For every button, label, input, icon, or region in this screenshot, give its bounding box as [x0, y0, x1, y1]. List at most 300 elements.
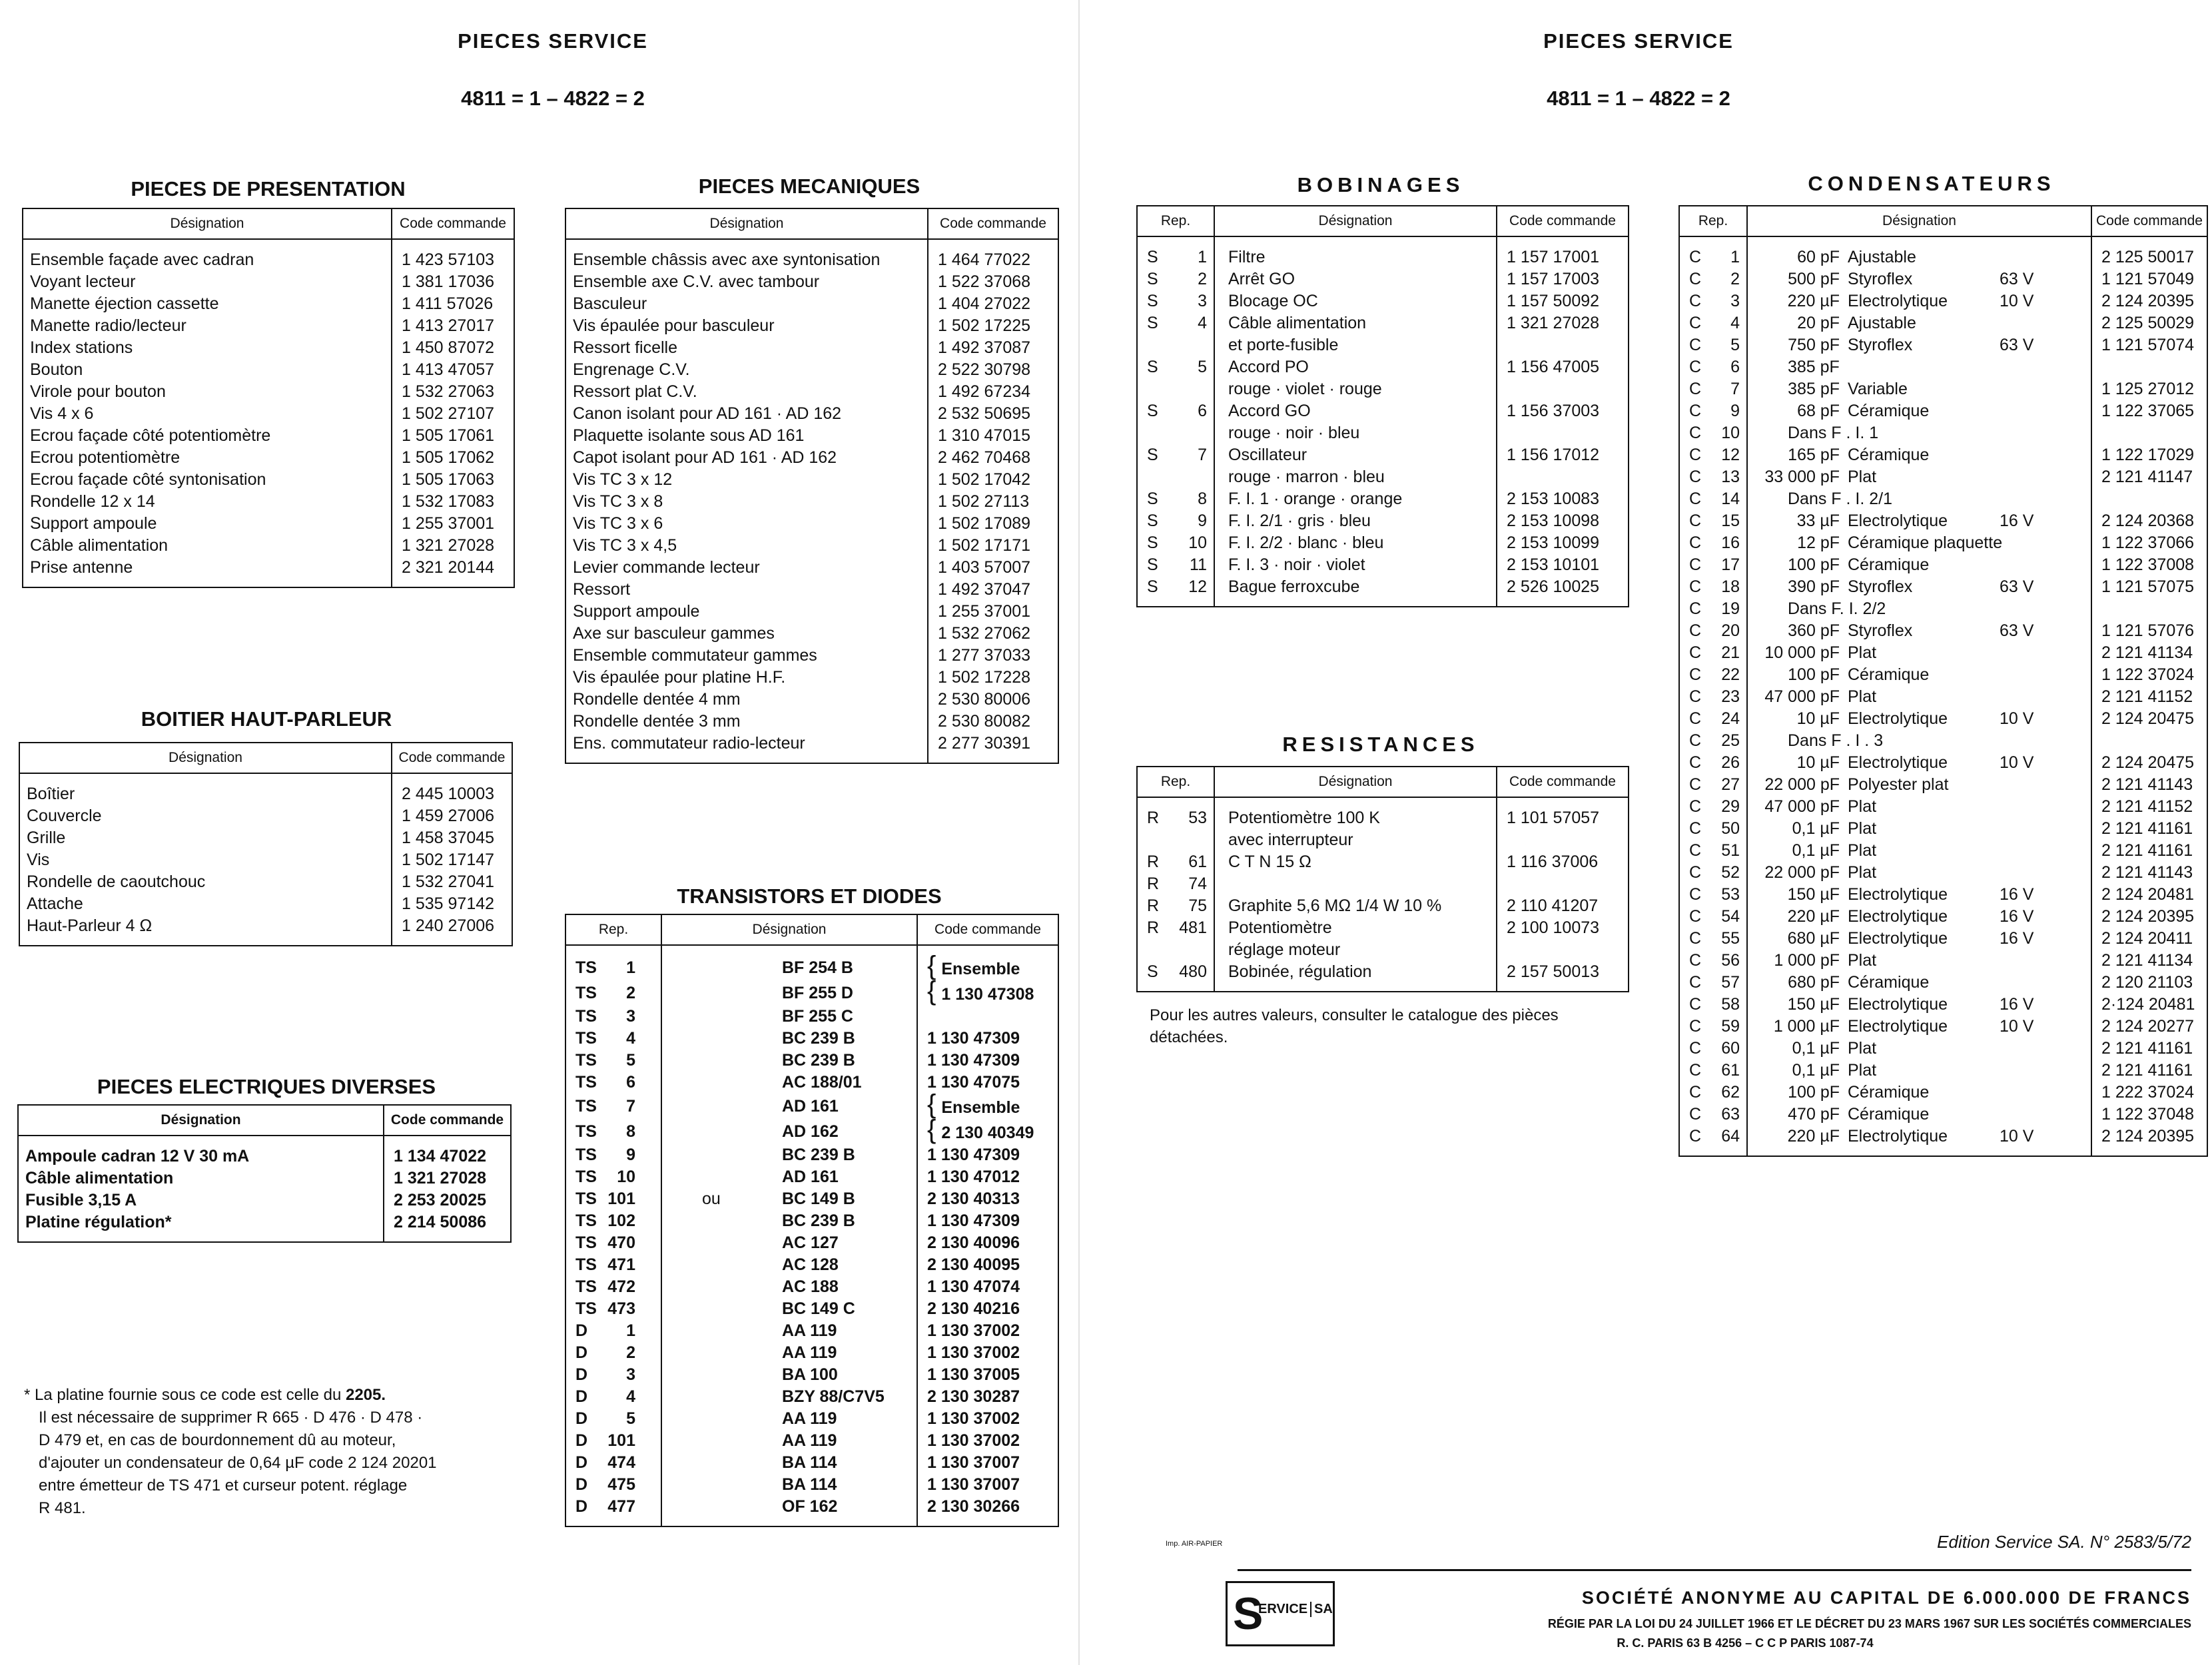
- resistances-designation: [1214, 961, 1497, 992]
- presentation-designation: Ensemble façade avec cadran: [23, 239, 392, 271]
- condensateurs-designation: [1747, 356, 2091, 378]
- presentation-designation: Câble alimentation: [23, 535, 392, 557]
- footnote-line2: Il est nécessaire de supprimer R 665 · D 476 · D 478 ·: [39, 1409, 423, 1427]
- transistors-designation-text: AC 188/01: [782, 1073, 862, 1092]
- condensateurs-type: Electrolytique: [1848, 511, 1948, 530]
- condensateurs-rep: [1679, 664, 1747, 686]
- condensateurs-rep-letter: C: [1689, 687, 1702, 706]
- condensateurs-designation: [1747, 928, 2091, 950]
- mecaniques-designation: Vis épaulée pour basculeur: [565, 315, 928, 337]
- condensateurs-value: 385 pF: [1788, 358, 1840, 376]
- resistances-rep-letter: R: [1147, 918, 1160, 937]
- condensateurs-type: Variable: [1848, 380, 1908, 398]
- condensateurs-value: 47 000 pF: [1764, 797, 1840, 816]
- transistors-code: 1 130 47309: [917, 1210, 1058, 1232]
- condensateurs-rep-letter: C: [1689, 1061, 1702, 1080]
- condensateurs-row: [1679, 554, 2207, 576]
- bobinages-row: [1137, 356, 1629, 378]
- condensateurs-rep-number: 2: [1730, 270, 1740, 288]
- transistors-rep: [565, 1496, 661, 1526]
- condensateurs-code: 1 121 57049: [2091, 268, 2207, 290]
- condensateurs-code: 2 121 41161: [2091, 1060, 2207, 1082]
- condensateurs-voltage: 10 V: [2000, 1127, 2034, 1146]
- resistances-rep-letter: R: [1147, 852, 1160, 871]
- condensateurs-rep-letter: C: [1689, 314, 1702, 332]
- bobinages-code: 2 153 10099: [1497, 532, 1629, 554]
- transistors-code: [917, 976, 1058, 1006]
- condensateurs-code: 2 124 20395: [2091, 906, 2207, 928]
- transistors-rep-letter: D: [575, 1343, 588, 1362]
- transistors-designation: [661, 1386, 917, 1408]
- bobinages-code: [1497, 466, 1629, 488]
- condensateurs-voltage: 10 V: [2000, 292, 2034, 310]
- condensateurs-rep-letter: C: [1689, 248, 1702, 266]
- electriques-col-code: Code commande: [384, 1105, 511, 1136]
- mecaniques-row: [565, 469, 1058, 491]
- condensateurs-designation: [1747, 620, 2091, 642]
- boitier-title: BOITIER HAUT-PARLEUR: [141, 707, 392, 731]
- transistors-rep-letter: TS: [575, 1096, 597, 1116]
- mecaniques-designation: Ressort: [565, 579, 928, 601]
- condensateurs-rep: [1679, 422, 1747, 444]
- condensateurs-designation: [1747, 598, 2091, 620]
- boitier-row: [19, 915, 512, 946]
- mecaniques-row: [565, 271, 1058, 293]
- resistances-designation-text: avec interrupteur: [1228, 831, 1353, 849]
- transistors-rep-number: 1: [626, 1321, 635, 1340]
- condensateurs-code: 2 121 41134: [2091, 950, 2207, 972]
- transistors-code-text: 1 130 47308: [941, 985, 1034, 1004]
- condensateurs-designation: [1747, 972, 2091, 994]
- mecaniques-row: [565, 491, 1058, 513]
- footnote-line4: d'ajouter un condensateur de 0,64 µF code 2 124 20201: [39, 1454, 437, 1472]
- condensateurs-type: Céramique: [1848, 1083, 1930, 1102]
- mecaniques-code: 1 502 17228: [928, 667, 1058, 689]
- condensateurs-rep: [1679, 268, 1747, 290]
- condensateurs-designation: [1747, 400, 2091, 422]
- condensateurs-row: [1679, 532, 2207, 554]
- mecaniques-code: 1 522 37068: [928, 271, 1058, 293]
- presentation-code: 1 423 57103: [392, 239, 514, 271]
- resistances-rep: [1137, 939, 1214, 961]
- mecaniques-code: 1 502 27113: [928, 491, 1058, 513]
- bobinages-col-rep: Rep.: [1137, 206, 1214, 236]
- bobinages-rep-letter: S: [1147, 511, 1158, 530]
- transistors-designation-text: OF 162: [782, 1497, 838, 1516]
- condensateurs-rep-letter: C: [1689, 1017, 1702, 1036]
- condensateurs-rep: [1679, 1038, 1747, 1060]
- company-line2: RÉGIE PAR LA LOI DU 24 JUILLET 1966 ET LE DÉCRET DU 23 MARS 1967 SUR LES SOCIÉTÉS COMMERCIALES: [1547, 1617, 2191, 1630]
- resistances-code: [1497, 939, 1629, 961]
- resistances-rep-number: 480: [1179, 962, 1207, 981]
- boitier-code: 1 535 97142: [392, 893, 512, 915]
- condensateurs-value: Dans F . I . 3: [1788, 731, 1884, 750]
- mecaniques-designation: Support ampoule: [565, 601, 928, 623]
- transistors-rep-letter: TS: [575, 1255, 597, 1274]
- condensateurs-designation: [1747, 950, 2091, 972]
- bobinages-designation-text: F. I. 2/2 · blanc · bleu: [1228, 533, 1384, 552]
- resistances-rep-letter: R: [1147, 896, 1160, 915]
- mecaniques-row: [565, 557, 1058, 579]
- condensateurs-value: 680 µF: [1787, 929, 1840, 948]
- transistors-row: [565, 1166, 1058, 1188]
- footnote: [24, 1384, 504, 1520]
- mecaniques-row: [565, 601, 1058, 623]
- transistors-rep-number: 5: [626, 1409, 635, 1428]
- mecaniques-row: [565, 315, 1058, 337]
- electriques-table: [17, 1104, 512, 1243]
- left-page: [0, 0, 1079, 1665]
- condensateurs-code: 2 121 41143: [2091, 774, 2207, 796]
- bobinages-row: [1137, 312, 1629, 334]
- condensateurs-value: 680 pF: [1788, 973, 1840, 992]
- transistors-rep: [565, 945, 661, 980]
- bobinages-designation-text: Oscillateur: [1228, 446, 1307, 464]
- condensateurs-type: Styroflex: [1848, 336, 1913, 354]
- resistances-code: 2 157 50013: [1497, 961, 1629, 992]
- transistors-designation: [661, 1210, 917, 1232]
- condensateurs-rep-number: 56: [1721, 951, 1740, 970]
- condensateurs-type: Plat: [1848, 819, 1877, 838]
- condensateurs-type: Styroflex: [1848, 270, 1913, 288]
- bobinages-designation-text: Arrêt GO: [1228, 270, 1295, 288]
- mecaniques-designation: Vis TC 3 x 6: [565, 513, 928, 535]
- bobinages-rep-number: 9: [1198, 511, 1207, 530]
- bobinages-rep-letter: S: [1147, 533, 1158, 552]
- condensateurs-rep-number: 50: [1721, 819, 1740, 838]
- condensateurs-row: [1679, 774, 2207, 796]
- presentation-row: [23, 447, 514, 469]
- mecaniques-code: 1 502 17171: [928, 535, 1058, 557]
- condensateurs-type: Céramique: [1848, 1105, 1930, 1124]
- condensateurs-voltage: 16 V: [2000, 885, 2034, 904]
- condensateurs-voltage: 10 V: [2000, 1017, 2034, 1036]
- mecaniques-designation: Axe sur basculeur gammes: [565, 623, 928, 645]
- bobinages-rep-number: 1: [1198, 248, 1207, 266]
- mecaniques-row: [565, 733, 1058, 763]
- condensateurs-rep-letter: C: [1689, 511, 1702, 530]
- bobinages-designation-text: et porte-fusible: [1228, 336, 1339, 354]
- resistances-row: [1137, 797, 1629, 829]
- electriques-designation: Platine régulation*: [18, 1211, 384, 1242]
- transistors-rep: [565, 1364, 661, 1386]
- transistors-row: [565, 980, 1058, 1006]
- resistances-designation-text: Graphite 5,6 MΩ 1/4 W 10 %: [1228, 896, 1442, 915]
- transistors-designation-text: BC 149 C: [782, 1299, 855, 1318]
- presentation-row: [23, 381, 514, 403]
- condensateurs-value: 10 µF: [1796, 709, 1840, 728]
- bobinages-row: [1137, 422, 1629, 444]
- transistors-rep: [565, 1188, 661, 1210]
- condensateurs-rep-number: 57: [1721, 973, 1740, 992]
- presentation-code: 1 381 17036: [392, 271, 514, 293]
- resistances-designation: [1214, 873, 1497, 895]
- presentation-row: [23, 293, 514, 315]
- condensateurs-rep-letter: C: [1689, 907, 1702, 926]
- bobinages-designation-text: Bague ferroxcube: [1228, 577, 1360, 596]
- condensateurs-row: [1679, 400, 2207, 422]
- transistors-rep-letter: D: [575, 1409, 588, 1428]
- transistors-row: [565, 1188, 1058, 1210]
- condensateurs-type: Plat: [1848, 687, 1877, 706]
- transistors-designation-text: AA 119: [782, 1321, 837, 1340]
- presentation-designation: Prise antenne: [23, 557, 392, 587]
- transistors-code: [917, 1006, 1058, 1028]
- transistors-designation-text: BZY 88/C7V5: [782, 1387, 885, 1406]
- transistors-rep-number: 7: [626, 1096, 635, 1116]
- condensateurs-value: 60 pF: [1797, 248, 1840, 266]
- condensateurs-voltage: 10 V: [2000, 753, 2034, 772]
- bobinages-code: 1 157 17003: [1497, 268, 1629, 290]
- mecaniques-code: 1 502 17042: [928, 469, 1058, 491]
- boitier-col-code: Code commande: [392, 743, 512, 773]
- transistors-rep-number: 471: [607, 1255, 635, 1274]
- condensateurs-col-rep: Rep.: [1679, 206, 1747, 236]
- condensateurs-rep-letter: C: [1689, 951, 1702, 970]
- transistors-row: [565, 1050, 1058, 1072]
- transistors-rep-number: 9: [626, 1146, 635, 1164]
- transistors-row: [565, 1474, 1058, 1496]
- condensateurs-row: [1679, 928, 2207, 950]
- mecaniques-designation: Ensemble axe C.V. avec tambour: [565, 271, 928, 293]
- condensateurs-rep: [1679, 840, 1747, 862]
- condensateurs-type: Céramique plaquette: [1848, 533, 2003, 552]
- transistors-rep-number: 474: [607, 1453, 635, 1472]
- condensateurs-rep-number: 20: [1721, 621, 1740, 640]
- condensateurs-rep: [1679, 928, 1747, 950]
- condensateurs-code: 2 121 41152: [2091, 686, 2207, 708]
- bobinages-code: 2 526 10025: [1497, 576, 1629, 607]
- transistors-rep-letter: D: [575, 1365, 588, 1384]
- condensateurs-row: [1679, 796, 2207, 818]
- condensateurs-rep-letter: C: [1689, 819, 1702, 838]
- resistances-col-rep: Rep.: [1137, 767, 1214, 797]
- transistors-rep: [565, 1166, 661, 1188]
- resistances-rep-number: 75: [1188, 896, 1207, 915]
- condensateurs-rep: [1679, 488, 1747, 510]
- condensateurs-designation: [1747, 730, 2091, 752]
- resistances-col-code: Code commande: [1497, 767, 1629, 797]
- condensateurs-code: 1 122 37065: [2091, 400, 2207, 422]
- condensateurs-rep: [1679, 752, 1747, 774]
- transistors-rep-letter: TS: [575, 958, 597, 977]
- resistances-rep-number: 61: [1188, 852, 1207, 871]
- condensateurs-value: 220 µF: [1787, 292, 1840, 310]
- bobinages-code: 2 153 10098: [1497, 510, 1629, 532]
- mecaniques-code: 1 403 57007: [928, 557, 1058, 579]
- transistors-designation: [661, 1474, 917, 1496]
- mecaniques-designation: Ensemble commutateur gammes: [565, 645, 928, 667]
- transistors-rep: [565, 1119, 661, 1144]
- transistors-code: 2 130 40313: [917, 1188, 1058, 1210]
- condensateurs-type: Plat: [1848, 841, 1877, 860]
- condensateurs-rep-letter: C: [1689, 555, 1702, 574]
- bobinages-code: [1497, 378, 1629, 400]
- boitier-col-designation: Désignation: [19, 743, 392, 773]
- transistors-code: 1 130 37002: [917, 1408, 1058, 1430]
- bobinages-designation-text: Blocage OC: [1228, 292, 1318, 310]
- mecaniques-designation: Capot isolant pour AD 161 · AD 162: [565, 447, 928, 469]
- condensateurs-code: 2 121 41143: [2091, 862, 2207, 884]
- condensateurs-designation: [1747, 532, 2091, 554]
- bobinages-rep: [1137, 488, 1214, 510]
- electriques-row: [18, 1167, 511, 1189]
- condensateurs-value: 750 pF: [1788, 336, 1840, 354]
- bobinages-designation-text: Accord PO: [1228, 358, 1309, 376]
- transistors-designation-text: BC 239 B: [782, 1211, 855, 1230]
- condensateurs-code: 2·124 20481: [2091, 994, 2207, 1016]
- condensateurs-rep-letter: C: [1689, 1083, 1702, 1102]
- resistances-designation-text: Bobinée, régulation: [1228, 962, 1372, 981]
- transistors-code: [917, 1115, 1058, 1144]
- transistors-code: 2 130 40216: [917, 1298, 1058, 1320]
- presentation-designation: Vis 4 x 6: [23, 403, 392, 425]
- condensateurs-rep-number: 6: [1730, 358, 1740, 376]
- footnote-line6: R 481.: [39, 1499, 86, 1517]
- transistors-designation: [661, 1232, 917, 1254]
- condensateurs-code: 2 120 21103: [2091, 972, 2207, 994]
- mecaniques-row: [565, 239, 1058, 271]
- transistors-row: [565, 1452, 1058, 1474]
- transistors-rep: [565, 1072, 661, 1094]
- transistors-rep: [565, 1386, 661, 1408]
- logo-ervice: ERVICE: [1258, 1602, 1308, 1616]
- condensateurs-rep-letter: C: [1689, 533, 1702, 552]
- transistors-designation: [661, 1320, 917, 1342]
- transistors-row: [565, 1342, 1058, 1364]
- condensateurs-rep-letter: C: [1689, 621, 1702, 640]
- mecaniques-code: 1 532 27062: [928, 623, 1058, 645]
- condensateurs-rep: [1679, 466, 1747, 488]
- condensateurs-table: [1678, 205, 2208, 1157]
- bobinages-designation: [1214, 334, 1497, 356]
- condensateurs-value: 0,1 µF: [1792, 1039, 1840, 1058]
- bobinages-designation: [1214, 488, 1497, 510]
- condensateurs-row: [1679, 1016, 2207, 1038]
- condensateurs-rep-number: 22: [1721, 665, 1740, 684]
- condensateurs-value: 150 µF: [1787, 995, 1840, 1014]
- bobinages-designation: [1214, 290, 1497, 312]
- transistors-rep-letter: TS: [575, 1122, 597, 1141]
- transistors-rep-letter: TS: [575, 1029, 597, 1048]
- condensateurs-rep: [1679, 532, 1747, 554]
- condensateurs-value: 0,1 µF: [1792, 841, 1840, 860]
- resistances-designation-text: Potentiomètre 100 K: [1228, 809, 1380, 827]
- resistances-rep: [1137, 917, 1214, 939]
- presentation-code: 1 505 17063: [392, 469, 514, 491]
- condensateurs-rep-number: 13: [1721, 468, 1740, 486]
- condensateurs-value: 33 µF: [1796, 511, 1840, 530]
- condensateurs-code: 1 122 37024: [2091, 664, 2207, 686]
- transistors-designation-text: BA 114: [782, 1453, 837, 1472]
- condensateurs-rep-letter: C: [1689, 358, 1702, 376]
- condensateurs-rep-number: 62: [1721, 1083, 1740, 1102]
- condensateurs-code: [2091, 730, 2207, 752]
- condensateurs-value: 68 pF: [1797, 402, 1840, 420]
- condensateurs-rep-number: 9: [1730, 402, 1740, 420]
- bobinages-rep-letter: S: [1147, 402, 1158, 420]
- condensateurs-rep: [1679, 510, 1747, 532]
- electriques-code: 2 253 20025: [384, 1189, 511, 1211]
- transistors-designation: [661, 945, 917, 980]
- condensateurs-rep-number: 61: [1721, 1061, 1740, 1080]
- bobinages-row: [1137, 532, 1629, 554]
- transistors-designation: [661, 1166, 917, 1188]
- resistances-rep-letter: S: [1147, 962, 1158, 981]
- condensateurs-designation: [1747, 884, 2091, 906]
- transistors-designation-text: BC 239 B: [782, 1146, 855, 1164]
- resistances-code: 2 100 10073: [1497, 917, 1629, 939]
- condensateurs-rep-number: 55: [1721, 929, 1740, 948]
- condensateurs-value: 10 000 pF: [1764, 643, 1840, 662]
- presentation-code: 1 505 17062: [392, 447, 514, 469]
- bobinages-row: [1137, 268, 1629, 290]
- mecaniques-row: [565, 293, 1058, 315]
- mecaniques-designation: Canon isolant pour AD 161 · AD 162: [565, 403, 928, 425]
- condensateurs-rep: [1679, 950, 1747, 972]
- mecaniques-row: [565, 623, 1058, 645]
- resistances-rep: [1137, 873, 1214, 895]
- condensateurs-value: 0,1 µF: [1792, 819, 1840, 838]
- mecaniques-row: [565, 425, 1058, 447]
- left-page-numbering: 4811 = 1 – 4822 = 2: [461, 87, 645, 110]
- bobinages-row: [1137, 554, 1629, 576]
- mecaniques-row: [565, 447, 1058, 469]
- presentation-code: 1 450 87072: [392, 337, 514, 359]
- condensateurs-designation: [1747, 554, 2091, 576]
- bobinages-col-designation: Désignation: [1214, 206, 1497, 236]
- transistors-rep-number: 4: [626, 1387, 635, 1406]
- condensateurs-value: 470 pF: [1788, 1105, 1840, 1124]
- transistors-rep-number: 5: [626, 1051, 635, 1070]
- condensateurs-value: Dans F . I. 1: [1788, 424, 1879, 442]
- presentation-col-code: Code commande: [392, 208, 514, 239]
- resistances-designation: [1214, 895, 1497, 917]
- condensateurs-rep-letter: C: [1689, 709, 1702, 728]
- condensateurs-row: [1679, 1126, 2207, 1156]
- mecaniques-code: 2 277 30391: [928, 733, 1058, 763]
- transistors-designation-text: AA 119: [782, 1343, 837, 1362]
- mecaniques-row: [565, 513, 1058, 535]
- boitier-code: 1 240 27006: [392, 915, 512, 946]
- transistors-designation: [661, 1364, 917, 1386]
- condensateurs-rep-letter: C: [1689, 929, 1702, 948]
- transistors-rep-number: 477: [607, 1497, 635, 1516]
- presentation-code: 1 321 27028: [392, 535, 514, 557]
- condensateurs-value: 220 µF: [1787, 1127, 1840, 1146]
- transistors-designation-text: BA 100: [782, 1365, 838, 1384]
- condensateurs-rep-letter: C: [1689, 1039, 1702, 1058]
- condensateurs-code: 2 121 41161: [2091, 818, 2207, 840]
- boitier-designation: Grille: [19, 827, 392, 849]
- transistors-row: [565, 1210, 1058, 1232]
- bobinages-rep-letter: S: [1147, 555, 1158, 574]
- condensateurs-designation: [1747, 1126, 2091, 1156]
- condensateurs-row: [1679, 950, 2207, 972]
- transistors-designation: [661, 1072, 917, 1094]
- transistors-code: 1 130 37002: [917, 1342, 1058, 1364]
- resistances-note-line1: Pour les autres valeurs, consulter le catalogue des pièces: [1150, 1006, 1559, 1024]
- condensateurs-type: Céramique: [1848, 555, 1930, 574]
- boitier-row: [19, 893, 512, 915]
- condensateurs-designation: [1747, 1016, 2091, 1038]
- condensateurs-row: [1679, 972, 2207, 994]
- condensateurs-value: 385 pF: [1788, 380, 1840, 398]
- condensateurs-rep: [1679, 774, 1747, 796]
- condensateurs-row: [1679, 576, 2207, 598]
- condensateurs-type: Electrolytique: [1848, 709, 1948, 728]
- mecaniques-code: 1 502 17225: [928, 315, 1058, 337]
